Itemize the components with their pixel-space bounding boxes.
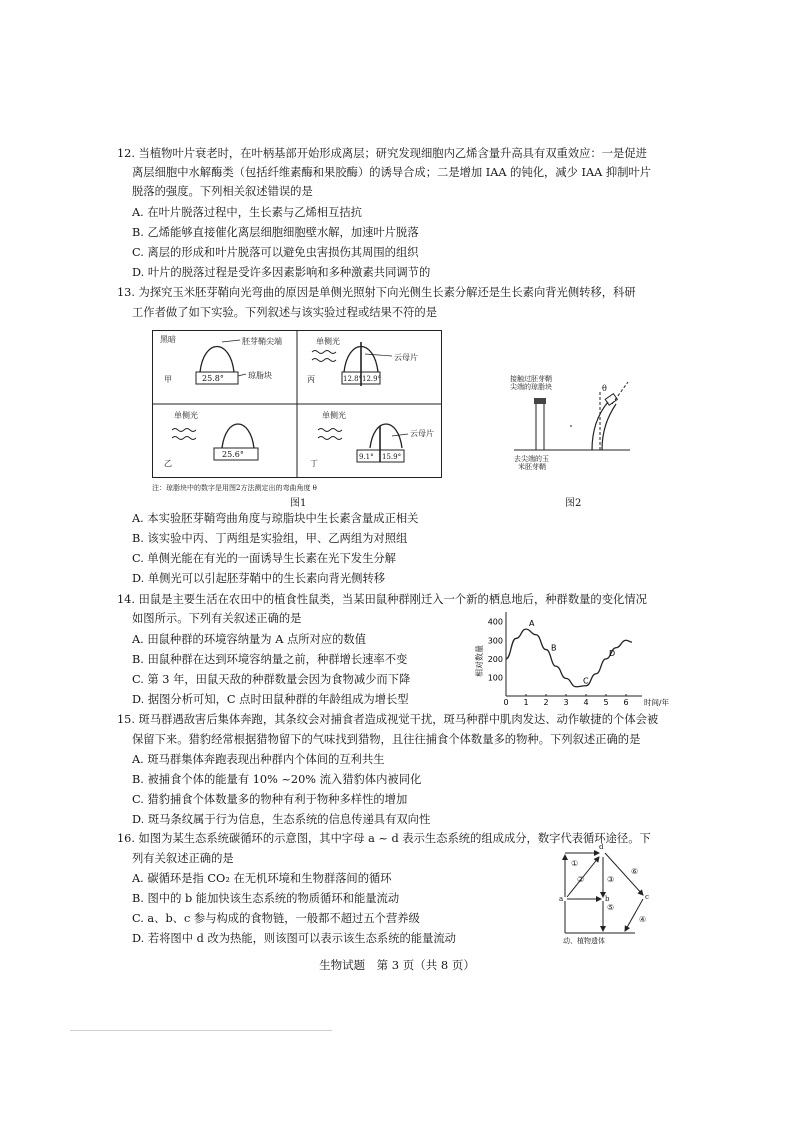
jia-condition: 黑暗 bbox=[160, 335, 176, 344]
path-4: ④ bbox=[639, 915, 647, 924]
bing-value-1: 12.8° bbox=[343, 375, 363, 383]
x-tick-label: 1 bbox=[523, 698, 529, 707]
q12-option-c: C. 离层的形成和叶片脱落可以避免虫害损伤其周围的组织 bbox=[132, 246, 419, 259]
yi-condition: 单侧光 bbox=[174, 411, 198, 420]
figure-1-note: 注：琼脂块中的数字是用图2方法测定出的弯曲角度 θ bbox=[152, 484, 317, 492]
ding-mica-label: 云母片 bbox=[410, 429, 434, 438]
q16-option-a: A. 碳循环是指 CO₂ 在无机环境和生物群落间的循环 bbox=[132, 872, 392, 885]
q12-option-b: B. 乙烯能够直接催化离层细胞细胞壁水解，加速叶片脱落 bbox=[132, 226, 419, 239]
fig2-coleoptile-label-2: 米胚芽鞘 bbox=[518, 463, 546, 471]
point-label-B: B bbox=[551, 643, 557, 653]
y-tick-label: 400 bbox=[487, 617, 503, 627]
node-b: b bbox=[605, 895, 610, 903]
jia-coleoptile bbox=[200, 347, 234, 373]
ding-coleoptile bbox=[370, 424, 402, 448]
bing-condition: 单侧光 bbox=[316, 337, 340, 346]
path-1: ① bbox=[571, 859, 579, 868]
q16-stem-line-2: 列有关叙述正确的是 bbox=[132, 852, 234, 865]
point-label-A: A bbox=[529, 619, 535, 629]
y-tick-label: 100 bbox=[487, 673, 503, 683]
q15-option-a: A. 斑马群集体奔跑表现出种群内个体间的互利共生 bbox=[132, 753, 385, 766]
ding-condition: 单侧光 bbox=[322, 411, 346, 420]
q12-stem-line-1: 12. 当植物叶片衰老时，在叶柄基部开始形成离层；研究发现细胞内乙烯含量升高具有双重效应：一是促进 bbox=[117, 147, 647, 160]
q14-option-c: C. 第 3 年，田鼠天敌的种群数量会因为食物减少而下降 bbox=[132, 673, 411, 686]
y-axis-label: 相对数量 bbox=[475, 645, 484, 677]
q15-option-c: C. 猎豹捕食个体数量多的物种有利于物种多样性的增加 bbox=[132, 793, 408, 806]
jia-block-label: 琼脂块 bbox=[248, 371, 272, 380]
remains-label: 动、植物遗体 bbox=[563, 937, 605, 945]
q16-option-d: D. 若将图中 d 改为热能，则该图可以表示该生态系统的能量流动 bbox=[132, 932, 456, 945]
q13-option-a: A. 本实验胚芽鞘弯曲角度与琼脂块中生长素含量成正相关 bbox=[132, 512, 419, 525]
point-label-C: C bbox=[583, 676, 589, 686]
q13-option-c: C. 单侧光能在有光的一面诱导生长素在光下发生分解 bbox=[132, 552, 396, 565]
ding-light-waves bbox=[318, 429, 342, 440]
path-5: ⑤ bbox=[607, 903, 615, 912]
path-6: ⑥ bbox=[631, 867, 639, 876]
x-tick-label: 3 bbox=[563, 698, 569, 707]
q14-option-b: B. 田鼠种群在达到环境容纳量之前，种群增长速率不变 bbox=[132, 653, 408, 666]
yi-label: 乙 bbox=[164, 459, 172, 468]
q15-stem-line-1: 15. 斑马群遇敌害后集体奔跑，其条纹会对捕食者造成视觉干扰，斑马种群中肌肉发达、动作敏捷的个体会被 bbox=[117, 713, 659, 726]
q15-option-b: B. 被捕食个体的能量有 10% ~20% 流入猎豹体内被同化 bbox=[132, 773, 422, 786]
jia-label: 甲 bbox=[164, 375, 172, 384]
q13-stem-line-2: 工作者做了如下实验。下列叙述与该实验过程或结果不符的是 bbox=[132, 306, 438, 319]
fig2-agar-label-1: 接触过胚芽鞘 bbox=[510, 375, 552, 383]
bing-value-2: 12.9° bbox=[362, 375, 382, 383]
yi-coleoptile bbox=[222, 424, 254, 448]
point-label-D: D bbox=[609, 648, 616, 658]
q16-option-b: B. 图中的 b 能加快该生态系统的物质循环和能量流动 bbox=[132, 892, 400, 905]
q16-stem-line-1: 16. 如图为某生态系统碳循环的示意图，其中字母 a ~ d 表示生态系统的组成成分，数字代表循环途径。下 bbox=[117, 832, 651, 845]
q14-option-a: A. 田鼠种群的环境容纳量为 A 点所对应的数值 bbox=[132, 633, 367, 646]
population-curve bbox=[506, 629, 632, 687]
fig2-agar-label-2: 尖端的琼脂块 bbox=[510, 383, 552, 391]
jia-tip-label: 胚芽鞘尖端 bbox=[242, 337, 282, 346]
y-tick-label: 300 bbox=[487, 636, 503, 646]
node-c: c bbox=[645, 893, 649, 901]
ding-value-2: 15.9° bbox=[382, 453, 402, 461]
q14-stem-line-1: 14. 田鼠是主要生活在农田中的植食性鼠类，当某田鼠种群刚迁入一个新的栖息地后，种群数量的变化情况 bbox=[117, 593, 647, 606]
node-a: a bbox=[559, 895, 564, 903]
bing-label: 丙 bbox=[307, 375, 315, 384]
bing-light-waves bbox=[312, 351, 336, 362]
q13-stem-line-1: 13. 为探究玉米胚芽鞘向光弯曲的原因是单侧光照射下向光侧生长素分解还是生长素向背光侧转移，科研 bbox=[117, 286, 636, 299]
yi-light-waves bbox=[172, 429, 196, 440]
q12-stem-line-3: 脱落的强度。下列相关叙述错误的是 bbox=[132, 185, 313, 198]
path-3: ③ bbox=[607, 875, 615, 884]
q13-option-b: B. 该实验中丙、丁两组是实验组，甲、乙两组为对照组 bbox=[132, 532, 408, 545]
q15-option-d: D. 斑马条纹属于行为信息，生态系统的信息传递具有双向性 bbox=[132, 813, 431, 826]
fig2-theta: θ bbox=[602, 384, 607, 393]
figure-2 bbox=[510, 375, 630, 480]
q15-stem-line-2: 保留下来。猎豹经常根据猎物留下的气味找到猎物，且往往捕食个体数量多的物种。下列叙述正确的是 bbox=[132, 733, 641, 746]
x-tick-label: 6 bbox=[623, 698, 629, 707]
q12-option-d: D. 叶片的脱落过程是受许多因素影响和多种激素共同调节的 bbox=[132, 266, 431, 279]
population-chart bbox=[470, 610, 670, 715]
x-tick-label: 4 bbox=[583, 698, 589, 707]
ding-label: 丁 bbox=[310, 459, 318, 468]
ding-value-1: 9.1° bbox=[359, 453, 374, 461]
y-tick-label: 200 bbox=[487, 654, 503, 664]
figure-2-caption: 图2 bbox=[565, 498, 582, 509]
q12-stem-line-2: 离层细胞中水解酶类（包括纤维素酶和果胶酶）的诱导合成；二是增加 IAA 的钝化，减少 IAA 抑制叶片 bbox=[132, 166, 652, 179]
node-d: d bbox=[599, 843, 604, 851]
x-tick-label: 0 bbox=[503, 698, 509, 707]
x-tick-label: 2 bbox=[543, 698, 549, 707]
figure-1-caption: 图1 bbox=[290, 498, 307, 509]
page-footer: 生物试题 第 3 页（共 8 页） bbox=[319, 958, 475, 972]
x-axis-label: 时间/年 bbox=[644, 698, 670, 707]
fig2-coleoptile-label-1: 去尖端的玉 bbox=[514, 455, 549, 463]
figure-1 bbox=[152, 330, 442, 478]
q14-stem-line-2: 如图所示。下列有关叙述正确的是 bbox=[132, 612, 302, 625]
x-tick-label: 5 bbox=[603, 698, 609, 707]
q14-option-d: D. 据图分析可知，C 点时田鼠种群的年龄组成为增长型 bbox=[132, 693, 409, 706]
jia-value: 25.8° bbox=[202, 374, 224, 383]
q16-option-c: C. a、b、c 参与构成的食物链，一般都不超过五个营养级 bbox=[132, 912, 420, 925]
bing-mica-label: 云母片 bbox=[394, 353, 418, 362]
q13-option-d: D. 单侧光可以引起胚芽鞘中的生长素向背光侧转移 bbox=[132, 572, 386, 585]
yi-value: 25.6° bbox=[222, 450, 244, 459]
q12-option-a: A. 在叶片脱落过程中，生长素与乙烯相互拮抗 bbox=[132, 206, 362, 219]
bottom-rule bbox=[70, 1030, 332, 1031]
carbon-cycle-diagram bbox=[555, 845, 655, 945]
path-2: ② bbox=[577, 875, 585, 884]
